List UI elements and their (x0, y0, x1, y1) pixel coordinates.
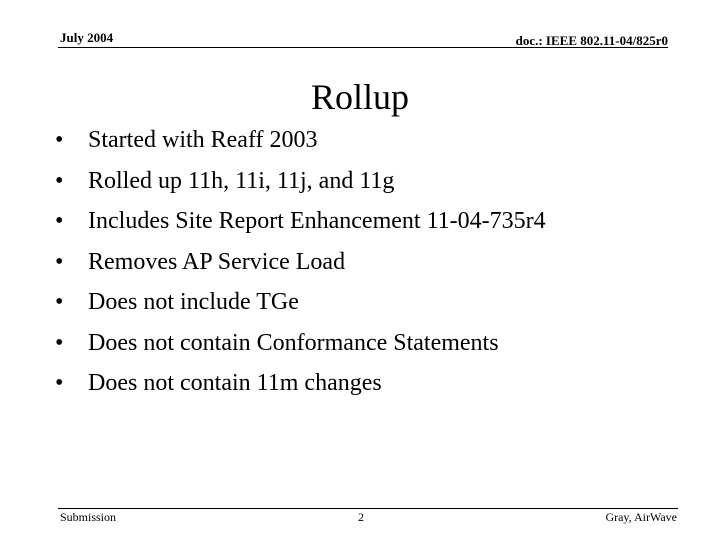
bullet-text: Does not contain Conformance Statements (88, 329, 499, 356)
bullet-text: Rolled up 11h, 11i, 11j, and 11g (88, 167, 395, 194)
bullet-item (55, 282, 546, 323)
bullet-icon: • (55, 370, 64, 396)
slide-title: Rollup (310, 77, 409, 117)
bullet-text: Does not include TGe (88, 289, 299, 315)
bullet-item (55, 242, 546, 283)
bullet-icon: • (55, 167, 64, 194)
bullet-text: Includes Site Report Enhancement 11-04-735r4 (88, 208, 546, 234)
footer-page-number: 2 (358, 510, 364, 524)
bullet-item (55, 120, 546, 161)
bullet-icon: • (55, 208, 64, 234)
bullet-text: Started with Reaff 2003 (88, 127, 318, 153)
bullet-item (55, 201, 546, 242)
header-date: July 2004 (60, 30, 114, 45)
footer-author: Gray, AirWave (605, 510, 677, 524)
bullet-item (55, 323, 546, 364)
header-divider (58, 47, 668, 48)
bullet-text: Removes AP Service Load (88, 248, 346, 275)
bullet-icon: • (55, 289, 64, 315)
bullet-item (55, 161, 546, 202)
bullet-text: Does not contain 11m changes (88, 370, 382, 396)
footer-divider (58, 508, 678, 509)
bullet-icon: • (55, 127, 64, 153)
footer-submission: Submission (60, 510, 117, 524)
bullet-list (55, 120, 546, 404)
bullet-icon: • (55, 248, 64, 275)
bullet-icon: • (55, 329, 64, 356)
bullet-item (55, 363, 546, 404)
header-doc-id: doc.: IEEE 802.11-04/825r0 (515, 33, 668, 48)
